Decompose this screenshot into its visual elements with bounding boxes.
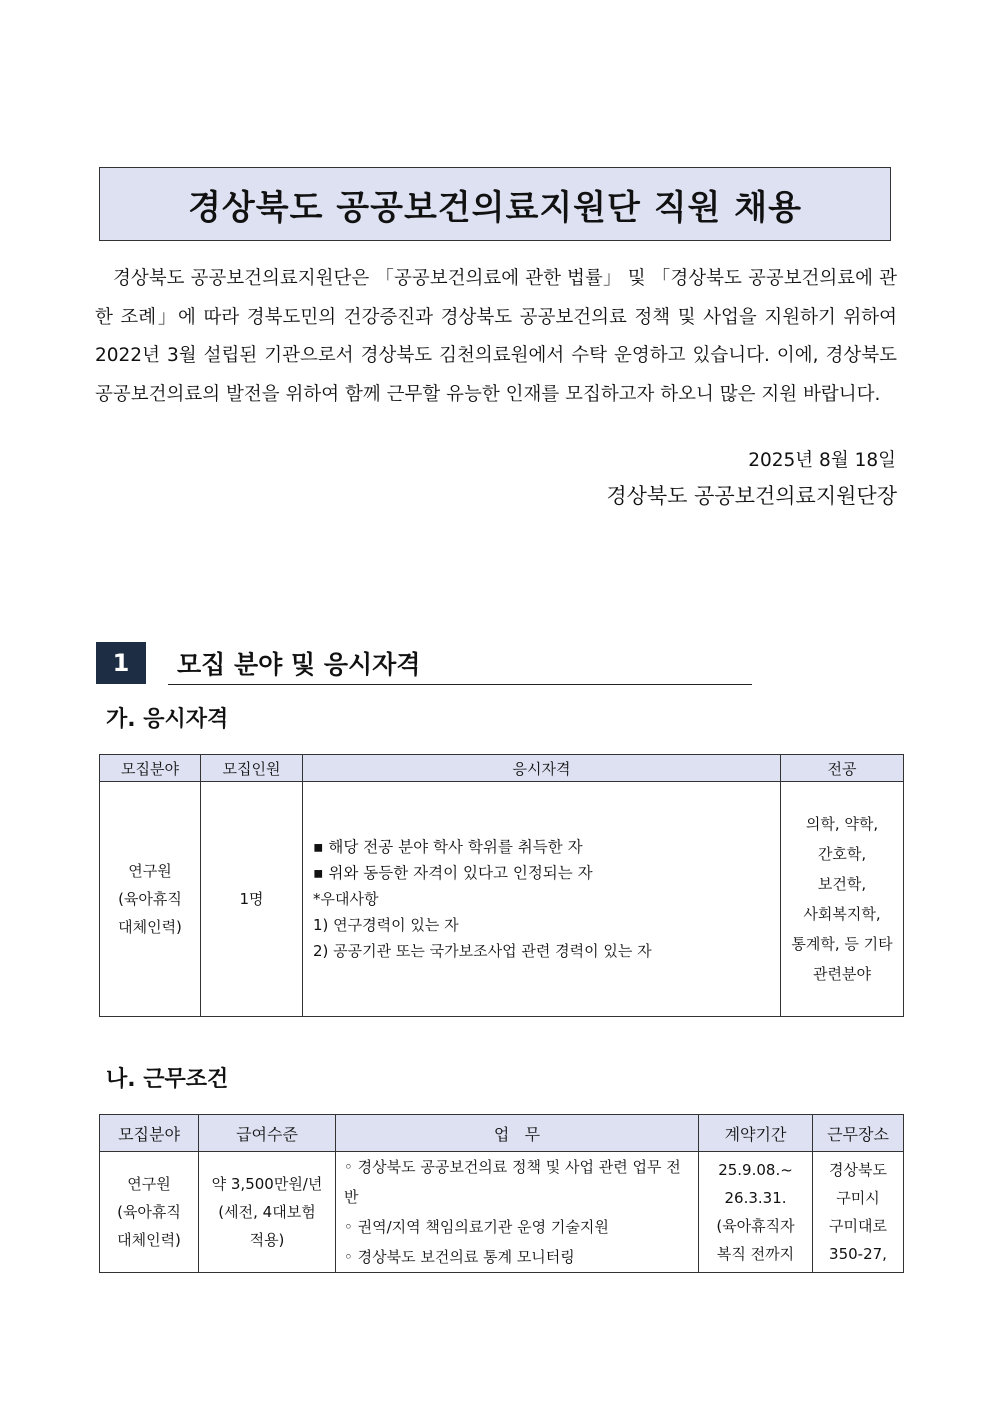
preference-item: 2) 공공기관 또는 국가보조사업 관련 경력이 있는 자 <box>313 942 652 960</box>
title-box <box>99 167 891 241</box>
col-header-location: 근무장소 <box>813 1115 904 1152</box>
duty-item: ◦ 권역/지역 책임의료기관 운영 기술지원 <box>344 1218 609 1236</box>
field-line: (육아휴직 <box>118 890 182 908</box>
major-cell <box>781 782 904 1017</box>
page-title: 경상북도 공공보건의료지원단 직원 채용 <box>188 187 802 228</box>
period-cell <box>699 1152 813 1273</box>
conditions-table <box>99 1114 904 1273</box>
location-cell <box>813 1152 904 1273</box>
salary-cell <box>199 1152 336 1273</box>
major-line: 의학, 약학, <box>805 815 879 833</box>
section-number: 1 <box>96 642 146 684</box>
location-line: 구미대로 <box>829 1217 887 1235</box>
col-header-count: 모집인원 <box>201 755 303 782</box>
major-line: 보건학, <box>817 875 867 893</box>
section-title: 모집 분야 및 응시자격 <box>177 650 421 679</box>
field-line: 연구원 <box>128 862 172 880</box>
section-underline <box>168 684 752 685</box>
period-line: (육아휴직자 <box>716 1217 795 1235</box>
major-line: 통계학, 등 기타 <box>791 935 893 953</box>
field-line: 대체인력) <box>117 1231 181 1249</box>
qualification-cell <box>303 782 781 1017</box>
field-cell <box>100 1152 199 1273</box>
period-line: 25.9.08.~ <box>718 1161 793 1179</box>
signer: 경상북도 공공보건의료지원단장 <box>606 484 897 508</box>
duty-item: ◦ 경상북도 보건의료 통계 모니터링 <box>344 1248 575 1266</box>
table-row <box>100 782 904 1017</box>
field-line: 대체인력) <box>118 918 182 936</box>
major-line: 간호학, <box>817 845 867 863</box>
period-line: 복직 전까지 <box>716 1245 795 1263</box>
col-header-duties: 업 무 <box>336 1115 699 1152</box>
requirement-item: ▪ 위와 동등한 자격이 있다고 인정되는 자 <box>313 864 593 882</box>
duties-cell <box>336 1152 699 1273</box>
period-line: 26.3.31. <box>724 1189 787 1207</box>
col-header-major: 전공 <box>781 755 904 782</box>
preference-title: *우대사항 <box>313 890 379 908</box>
preference-item: 1) 연구경력이 있는 자 <box>313 916 459 934</box>
col-header-field: 모집분야 <box>100 1115 199 1152</box>
major-line: 관련분야 <box>813 965 871 983</box>
field-line: 연구원 <box>127 1175 171 1193</box>
table-row <box>100 1152 904 1273</box>
location-line: 경상북도 <box>829 1161 887 1179</box>
col-header-qualification: 응시자격 <box>303 755 781 782</box>
count-cell: 1명 <box>201 782 303 1017</box>
field-cell <box>100 782 201 1017</box>
requirement-item: ▪ 해당 전공 분야 학사 학위를 취득한 자 <box>313 838 583 856</box>
col-header-salary: 급여수준 <box>199 1115 336 1152</box>
salary-line: 약 3,500만원/년 <box>211 1175 323 1193</box>
col-header-period: 계약기간 <box>699 1115 813 1152</box>
qualifications-table <box>99 754 904 1017</box>
salary-line: 적용) <box>249 1231 285 1249</box>
announcement-date: 2025년 8월 18일 <box>748 450 896 471</box>
col-header-field: 모집분야 <box>100 755 201 782</box>
duty-item: ◦ 경상북도 공공보건의료 정책 및 사업 관련 업무 전반 <box>344 1158 681 1206</box>
qualifications-heading: 가. 응시자격 <box>106 707 229 732</box>
location-line: 구미시 <box>836 1189 880 1207</box>
intro-paragraph: 경상북도 공공보건의료지원단은 「공공보건의료에 관한 법률」 및 「경상북도 공공보건의료에 관한 조례」에 따라 경북도민의 건강증진과 경상북도 공공보건의료 정책 및 사업을 지원하기 위하여 2022년 3월 설립된 기관으로서 경상북도 김천의료원에서 수탁 운영하고 있습니다. 이에, 경상북도 공공보건의료의 발전을 위하여 함께 근무할 유능한 인재를 모집하고자 하오니 많은 지원 바랍니다. <box>95 268 897 405</box>
location-line: 350-27, <box>829 1245 887 1263</box>
conditions-heading: 나. 근무조건 <box>106 1067 229 1092</box>
salary-line: (세전, 4대보험 <box>218 1203 316 1221</box>
major-line: 사회복지학, <box>803 905 881 923</box>
field-line: (육아휴직 <box>117 1203 181 1221</box>
